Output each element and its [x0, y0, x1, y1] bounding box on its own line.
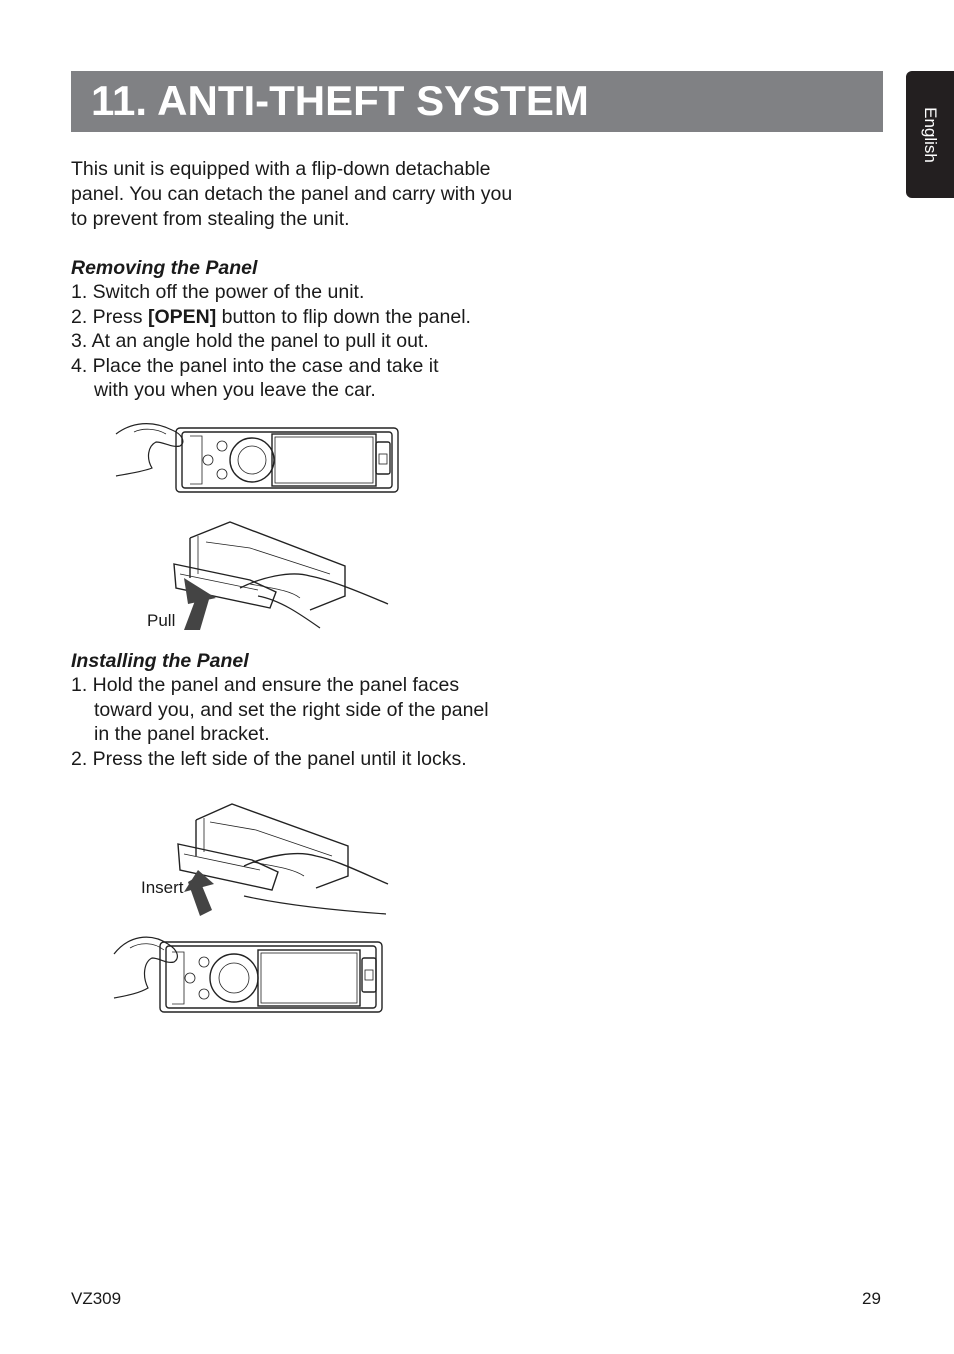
language-tab [906, 71, 954, 198]
panel-front-hand-illustration [112, 412, 402, 498]
insert-label: Insert [141, 878, 184, 897]
insert-panel-illustration [140, 800, 390, 920]
removing-step-2-post: button to flip down the panel. [216, 306, 471, 328]
open-key-label: [OPEN] [147, 306, 217, 328]
installing-heading: Installing the Panel [71, 650, 249, 672]
footer-model: VZ309 [71, 1289, 122, 1308]
intro-line-2: panel. You can detach the panel and carry with you [71, 183, 513, 205]
installing-step-1-line-2: toward you, and set the right side of the panel [94, 699, 489, 721]
footer-page-number: 29 [862, 1289, 881, 1308]
installing-step-1-line-1: 1. Hold the panel and ensure the panel faces [71, 674, 460, 696]
removing-step-3: 3. At an angle hold the panel to pull it out. [71, 330, 429, 352]
removing-step-1: 1. Switch off the power of the unit. [71, 281, 365, 303]
section-title-bar [71, 71, 883, 132]
intro-line-3: to prevent from stealing the unit. [71, 208, 350, 230]
installing-step-2: 2. Press the left side of the panel until it locks. [71, 748, 467, 770]
removing-step-4-line-2: with you when you leave the car. [94, 379, 376, 401]
installing-step-1-line-3: in the panel bracket. [94, 723, 270, 745]
pull-panel-illustration [140, 518, 390, 636]
intro-line-1: This unit is equipped with a flip-down detachable [71, 158, 491, 180]
removing-step-4-line-1: 4. Place the panel into the case and take it [71, 355, 439, 377]
page-title: 11. ANTI-THEFT SYSTEM [91, 77, 589, 124]
panel-installed-hand-illustration [110, 926, 390, 1018]
removing-step-2-pre: 2. Press [71, 306, 148, 328]
pull-label: Pull [147, 611, 176, 630]
language-tab-label: English [921, 106, 940, 163]
removing-step-2 [71, 305, 471, 330]
removing-heading: Removing the Panel [71, 257, 258, 279]
